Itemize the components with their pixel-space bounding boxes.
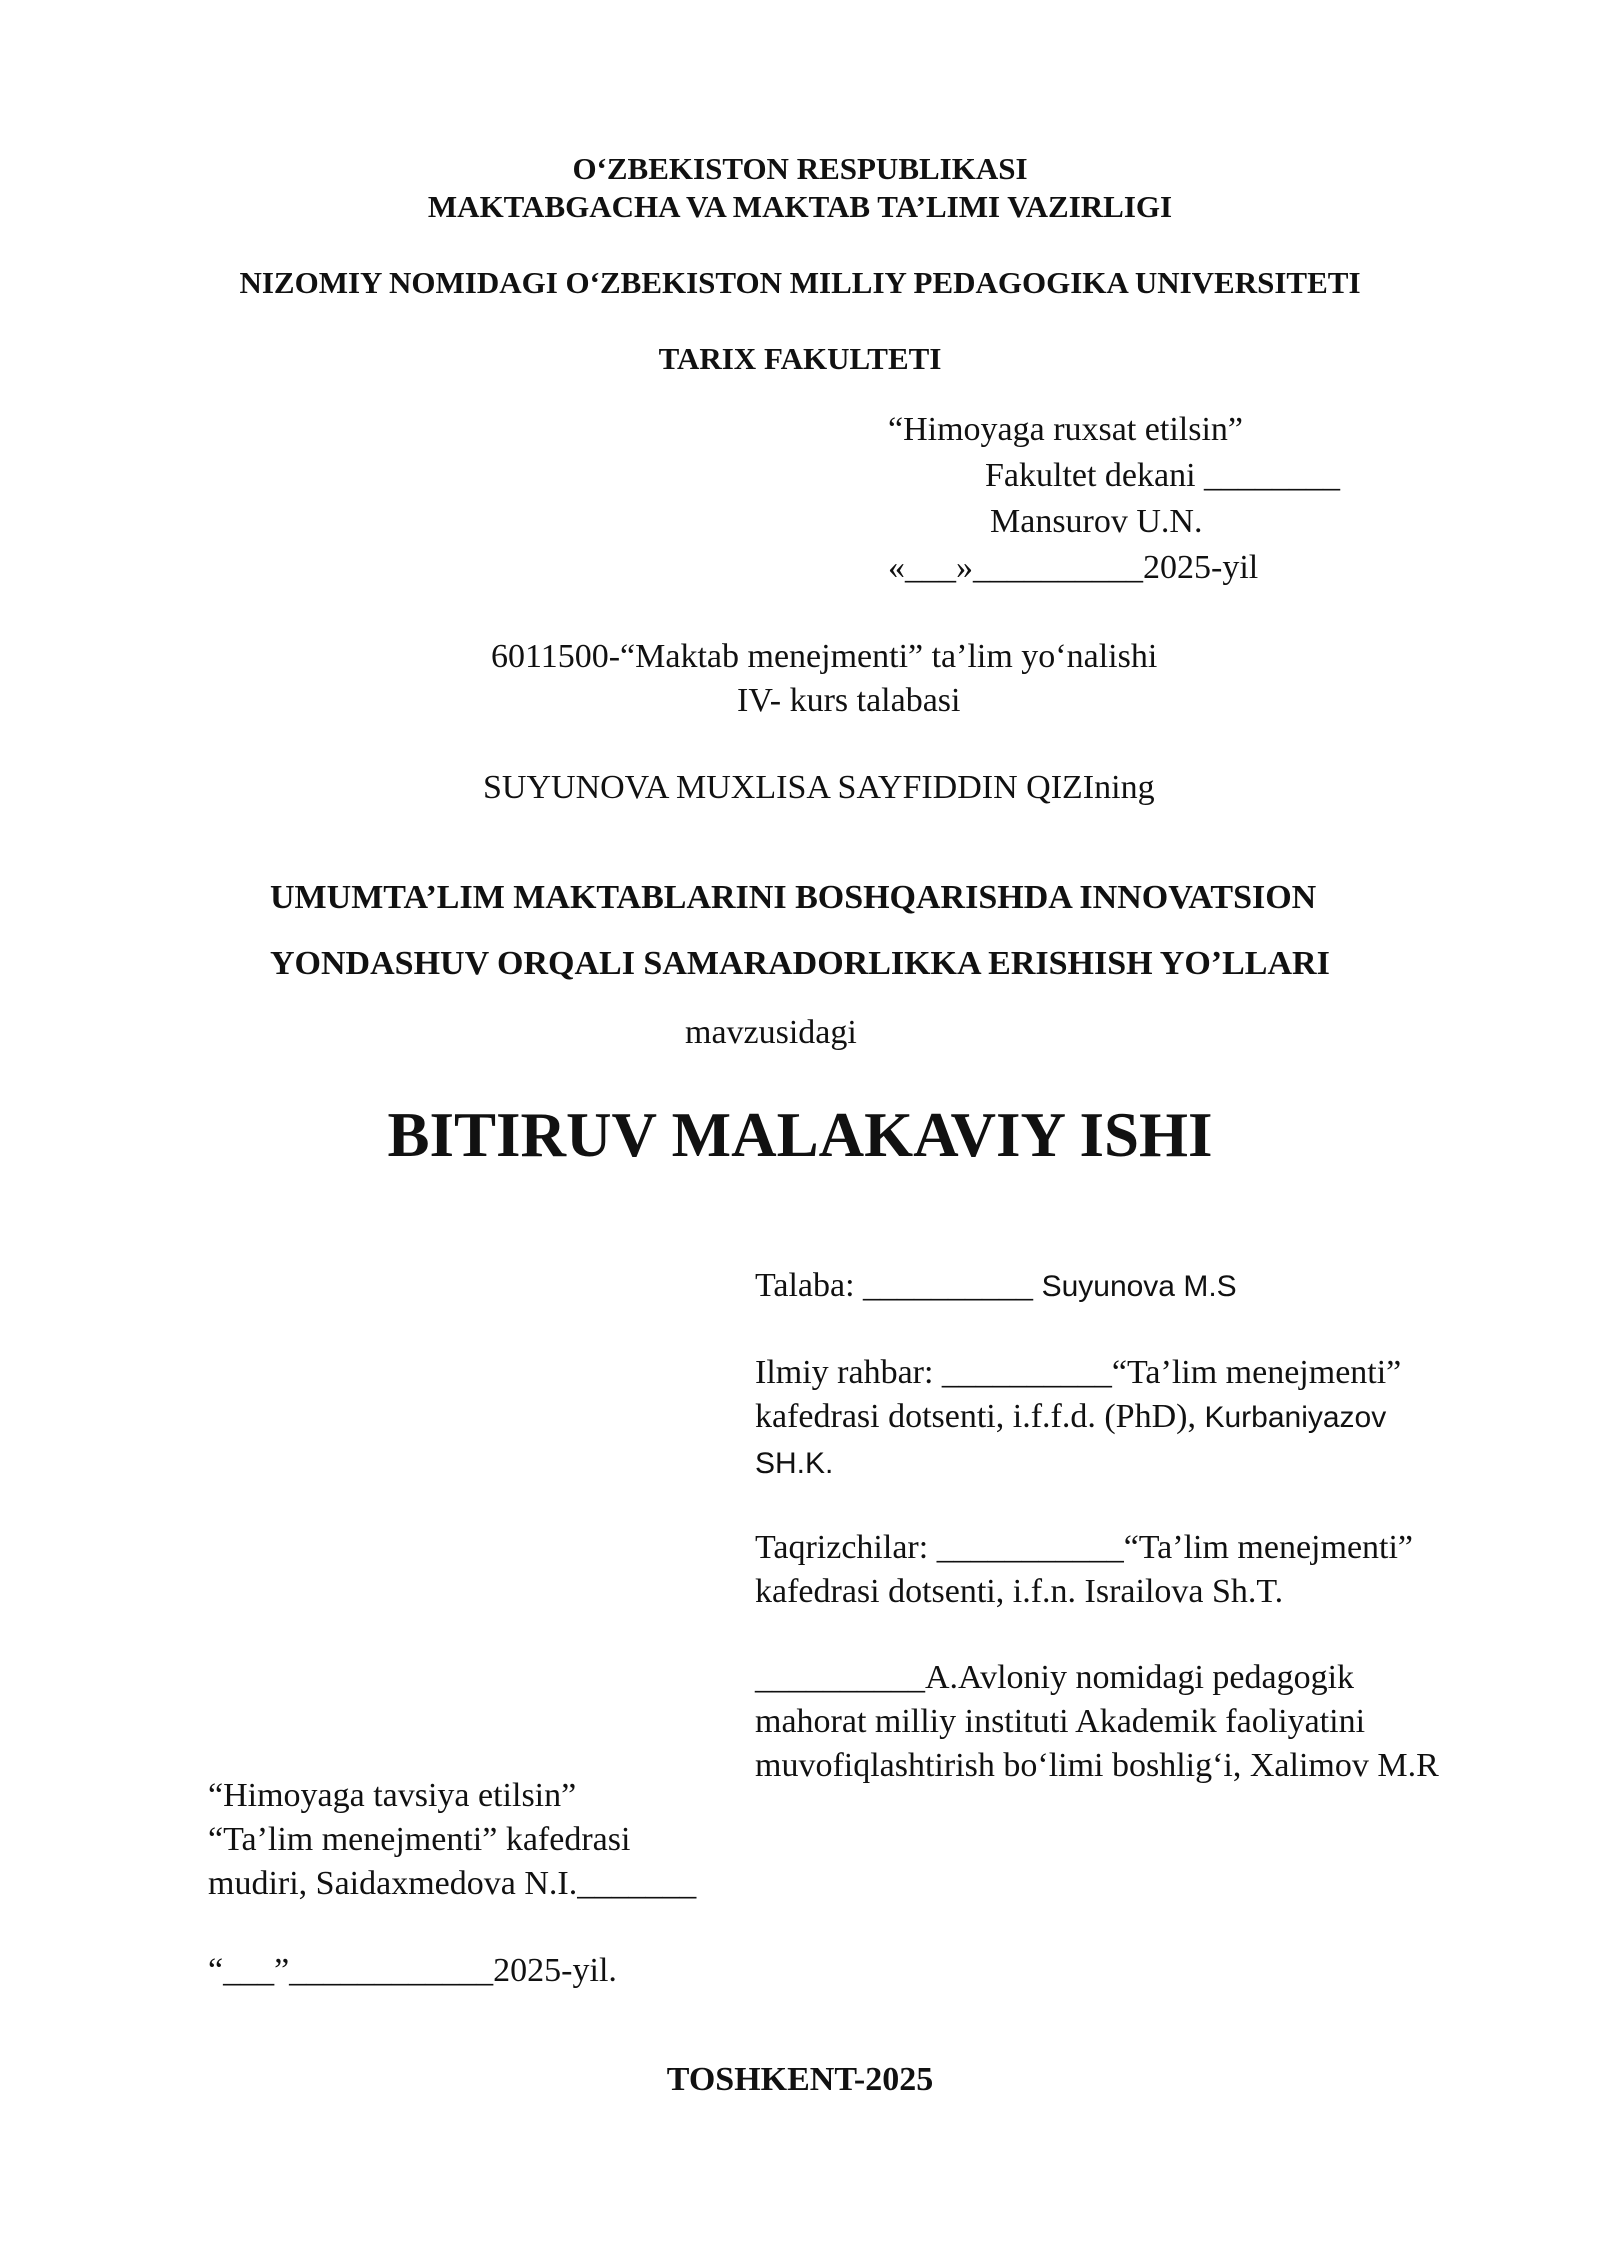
direction-text: 6011500-“Maktab menejmenti” ta’lim yo‘nalishi [491, 638, 1158, 675]
approval-line-1: “Himoyaga ruxsat etilsin” [888, 411, 1244, 448]
footer-city-year: TOSHKENT-2025 [666, 2061, 934, 2098]
topic-line-1: UMUMTA’LIM MAKTABLARINI BOSHQARISHDA INNOVATSION [270, 879, 1317, 916]
advisor-name-cont: SH.K. [755, 1447, 834, 1480]
reviewer2-line-3: muvofiqlashtirish bo‘limi boshlig‘i, Xalimov M.R [755, 1747, 1439, 1784]
advisor-line-1: Ilmiy rahbar: __________“Ta’lim menejmenti” [755, 1354, 1402, 1391]
student-signature-line [755, 1266, 1237, 1307]
student-full-name: SUYUNOVA MUXLISA SAYFIDDIN QIZIning [483, 769, 1155, 806]
advisor-line-2 [755, 1397, 1386, 1438]
recommendation-line-2: “Ta’lim menejmenti” kafedrasi [208, 1821, 631, 1858]
topic-line-2: YONDASHUV ORQALI SAMARADORLIKKA ERISHISH YO’LLARI [270, 945, 1330, 982]
reviewers-line-1: Taqrizchilar: ___________“Ta’lim menejmenti” [755, 1529, 1414, 1566]
student-short-name: Suyunova M.S [1041, 1270, 1237, 1303]
reviewers-line-2: kafedrasi dotsenti, i.f.n. Israilova Sh.T. [755, 1573, 1284, 1610]
reviewer2-line-2: mahorat milliy instituti Akademik faoliyatini [755, 1703, 1366, 1740]
approval-line-4: «___»__________2025-yil [888, 549, 1259, 586]
approval-line-2: Fakultet dekani ________ [985, 457, 1341, 494]
document-title: BITIRUV MALAKAVIY ISHI [387, 1100, 1213, 1170]
reviewer2-line-1: __________A.Avloniy nomidagi pedagogik [755, 1659, 1355, 1696]
topic-suffix: mavzusidagi [685, 1014, 857, 1051]
faculty-heading: TARIX FAKULTETI [658, 341, 942, 376]
republic-heading: O‘ZBEKISTON RESPUBLIKASI [572, 151, 1028, 186]
approval-line-3: Mansurov U.N. [990, 503, 1203, 540]
university-heading: NIZOMIY NOMIDAGI O‘ZBEKISTON MILLIY PEDAGOGIKA UNIVERSITETI [239, 265, 1361, 300]
recommendation-date: “___”____________2025-yil. [208, 1952, 617, 1989]
recommendation-line-3: mudiri, Saidaxmedova N.I._______ [208, 1865, 697, 1902]
advisor-title: kafedrasi dotsenti, i.f.f.d. (PhD), [755, 1398, 1205, 1435]
recommendation-line-1: “Himoyaga tavsiya etilsin” [208, 1777, 577, 1814]
student-label: Talaba: __________ [755, 1267, 1042, 1304]
advisor-name: Kurbaniyazov [1204, 1401, 1387, 1434]
ministry-heading: MAKTABGACHA VA MAKTAB TA’LIMI VAZIRLIGI [427, 189, 1173, 224]
course-text: IV- kurs talabasi [737, 682, 961, 719]
